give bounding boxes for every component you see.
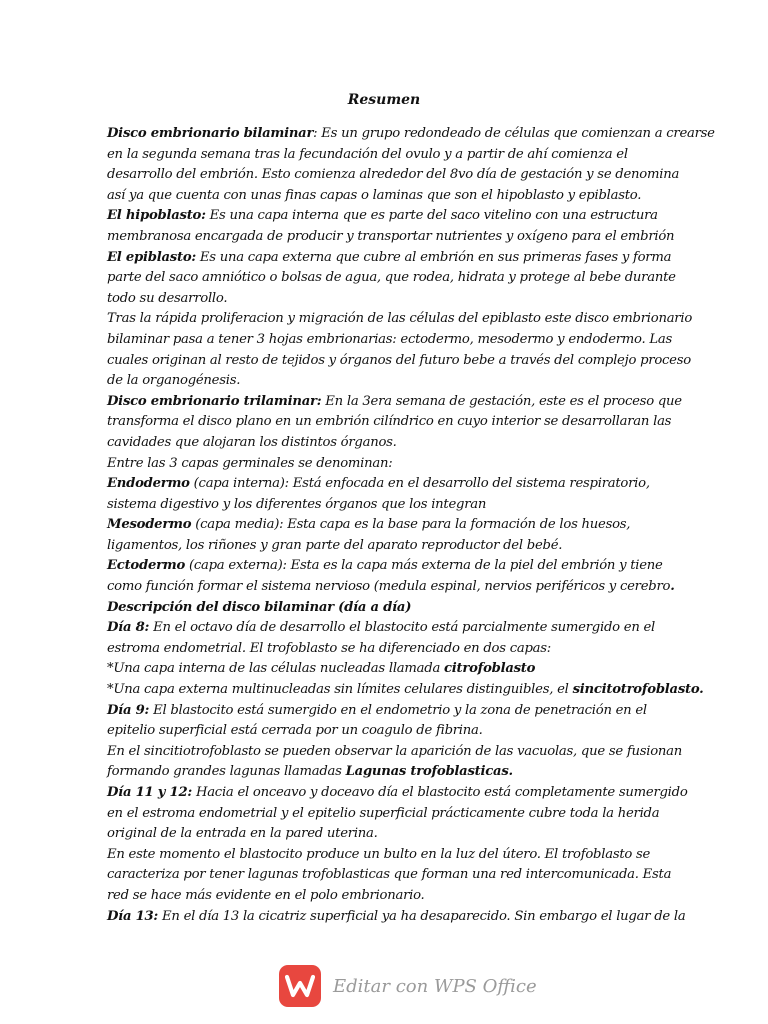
text-line xyxy=(107,556,667,577)
text-run: parte del saco amniótico o bolsas de agua, que rodea, hidrata y protege al bebe durante xyxy=(107,270,676,286)
text-run: cuales originan al resto de tejidos y órganos del futuro bebe a través del complejo proceso xyxy=(107,352,691,368)
page-title: Resumen xyxy=(347,92,421,108)
text-run: ligamentos, los riñones y gran parte del aparato reproductor del bebé. xyxy=(107,537,563,553)
text-run: En este momento el blastocito produce un bulto en la luz del útero. El trofoblasto se xyxy=(107,846,651,862)
text-run: cavidades que alojaran los distintos órganos. xyxy=(107,434,397,450)
text-line xyxy=(107,495,667,516)
wps-footer-label: Editar con WPS Office xyxy=(333,975,537,997)
text-line xyxy=(107,577,675,598)
text-line xyxy=(107,351,691,372)
wps-footer[interactable] xyxy=(279,965,537,1007)
bold-text: El epiblasto: xyxy=(107,249,196,265)
bold-text: Disco embrionario bilaminar xyxy=(107,126,314,141)
text-line xyxy=(107,515,667,536)
bold-text: citrofoblasto xyxy=(444,661,536,677)
text-run: como función formar el sistema nervioso (medula espinal, nervios periféricos y cerebro xyxy=(107,579,671,595)
text-line xyxy=(107,433,667,454)
document-body xyxy=(107,124,715,927)
text-run: En el octavo día de desarrollo el blastocito está parcialmente sumergido en el xyxy=(149,620,656,636)
text-run: sistema digestivo y los diferentes órganos que los integran xyxy=(107,496,487,512)
text-run: bilaminar pasa a tener 3 hojas embrionarias: ectodermo, mesodermo y endodermo. Las xyxy=(107,331,673,347)
text-run: de la organogénesis. xyxy=(107,373,241,389)
text-line xyxy=(107,701,667,722)
text-line xyxy=(107,186,667,207)
text-run: (capa interna): Está enfocada en el desarrollo del sistema respiratorio, xyxy=(189,476,650,492)
bold-text: Día 8: xyxy=(107,620,150,636)
text-line xyxy=(107,845,667,866)
text-line xyxy=(107,268,676,289)
bold-text: Descripción del disco bilaminar (día a día) xyxy=(107,599,412,615)
text-line xyxy=(107,742,683,763)
text-line xyxy=(107,721,667,742)
text-line xyxy=(107,762,667,783)
text-line xyxy=(107,618,667,639)
text-run: transforma el disco plano en un embrión cilíndrico en cuyo interior se desarrollaran las xyxy=(107,414,672,430)
text-run: formando grandes lagunas llamadas xyxy=(107,764,346,780)
text-line xyxy=(107,536,667,557)
text-run: Hacia el onceavo y doceavo día el blastocito está completamente sumergido xyxy=(192,785,688,800)
text-line xyxy=(107,639,667,660)
text-run: caracteriza por tener lagunas trofoblasticas que forman una red intercomunicada. Esta xyxy=(107,867,672,883)
bold-text: Día 13: xyxy=(107,908,159,924)
text-run: desarrollo del embrión. Esto comienza alrededor del 8vo día de gestación y se denomina xyxy=(107,167,680,183)
bold-text: sincitotrofoblasto. xyxy=(572,682,704,698)
text-run: (capa media): Esta capa es la base para la formación de los huesos, xyxy=(191,517,631,533)
text-line xyxy=(107,783,688,804)
text-line xyxy=(107,474,667,495)
text-run: en la segunda semana tras la fecundación del ovulo y a partir de ahí comienza el xyxy=(107,146,628,162)
text-run: Entre las 3 capas germinales se denominan: xyxy=(107,455,393,471)
text-line xyxy=(107,598,667,619)
text-line xyxy=(107,804,667,825)
text-run: *Una capa externa multinucleadas sin límites celulares distinguibles, el xyxy=(107,682,573,698)
bold-text: Lagunas trofoblasticas. xyxy=(345,764,513,780)
text-run: *Una capa interna de las células nucleadas llamada xyxy=(107,661,445,677)
text-run: En el sincitiotrofoblasto se pueden observar la aparición de las vacuolas, que se fusionan xyxy=(107,743,683,759)
text-line xyxy=(107,309,693,330)
text-run: El blastocito está sumergido en el endometrio y la zona de penetración en el xyxy=(149,702,647,718)
text-line xyxy=(107,680,704,701)
bold-text: Mesodermo xyxy=(107,517,192,533)
text-line xyxy=(107,454,667,475)
text-line xyxy=(107,824,667,845)
text-line xyxy=(107,412,672,433)
text-run: Tras la rápida proliferacion y migración de las células del epiblasto este disco embrionario xyxy=(107,311,693,327)
text-line xyxy=(107,165,680,186)
bold-text: . xyxy=(670,579,675,595)
bold-text: Ectodermo xyxy=(107,558,186,574)
text-run: red se hace más evidente en el polo embrionario. xyxy=(107,887,425,903)
bold-text: Día 9: xyxy=(107,702,150,718)
text-run: En la 3era semana de gestación, este es el proceso que xyxy=(321,393,682,409)
bold-text: Disco embrionario trilaminar: xyxy=(107,393,322,409)
text-line xyxy=(107,124,715,145)
text-line xyxy=(107,145,667,166)
bold-text: Día 11 y 12: xyxy=(107,785,192,800)
bold-text: Endodermo xyxy=(107,476,190,492)
text-run: En el día 13 la cicatriz superficial ya ha desaparecido. Sin embargo el lugar de la xyxy=(158,908,686,924)
text-line xyxy=(107,289,667,310)
text-line xyxy=(107,886,667,907)
text-run: original de la entrada en la pared uterina. xyxy=(107,826,378,842)
text-run: epitelio superficial está cerrada por un coagulo de fibrina. xyxy=(107,723,483,739)
text-run: (capa externa): Esta es la capa más externa de la piel del embrión y tiene xyxy=(185,558,663,574)
text-line xyxy=(107,371,667,392)
text-run: : Es un grupo redondeado de células que comienzan a crearse xyxy=(313,126,715,141)
text-line xyxy=(107,907,686,928)
text-line xyxy=(107,392,682,413)
text-run: en el estroma endometrial y el epitelio superficial prácticamente cubre toda la herida xyxy=(107,805,660,821)
wps-office-logo-icon xyxy=(279,965,321,1007)
text-run: todo su desarrollo. xyxy=(107,290,228,306)
text-line xyxy=(107,865,672,886)
text-line xyxy=(107,227,675,248)
text-run: Es una capa externa que cubre al embrión en sus primeras fases y forma xyxy=(195,249,672,265)
text-run: estroma endometrial. El trofoblasto se ha diferenciado en dos capas: xyxy=(107,640,551,656)
text-line xyxy=(107,330,673,351)
text-run: Es una capa interna que es parte del saco vitelino con una estructura xyxy=(205,208,658,224)
text-line xyxy=(107,206,667,227)
text-run: membranosa encargada de producir y transportar nutrientes y oxígeno para el embrión xyxy=(107,228,675,244)
text-line xyxy=(107,248,672,269)
text-line xyxy=(107,659,667,680)
bold-text: El hipoblasto: xyxy=(107,208,206,224)
text-run: así ya que cuenta con unas finas capas o laminas que son el hipoblasto y epiblasto. xyxy=(107,187,642,203)
